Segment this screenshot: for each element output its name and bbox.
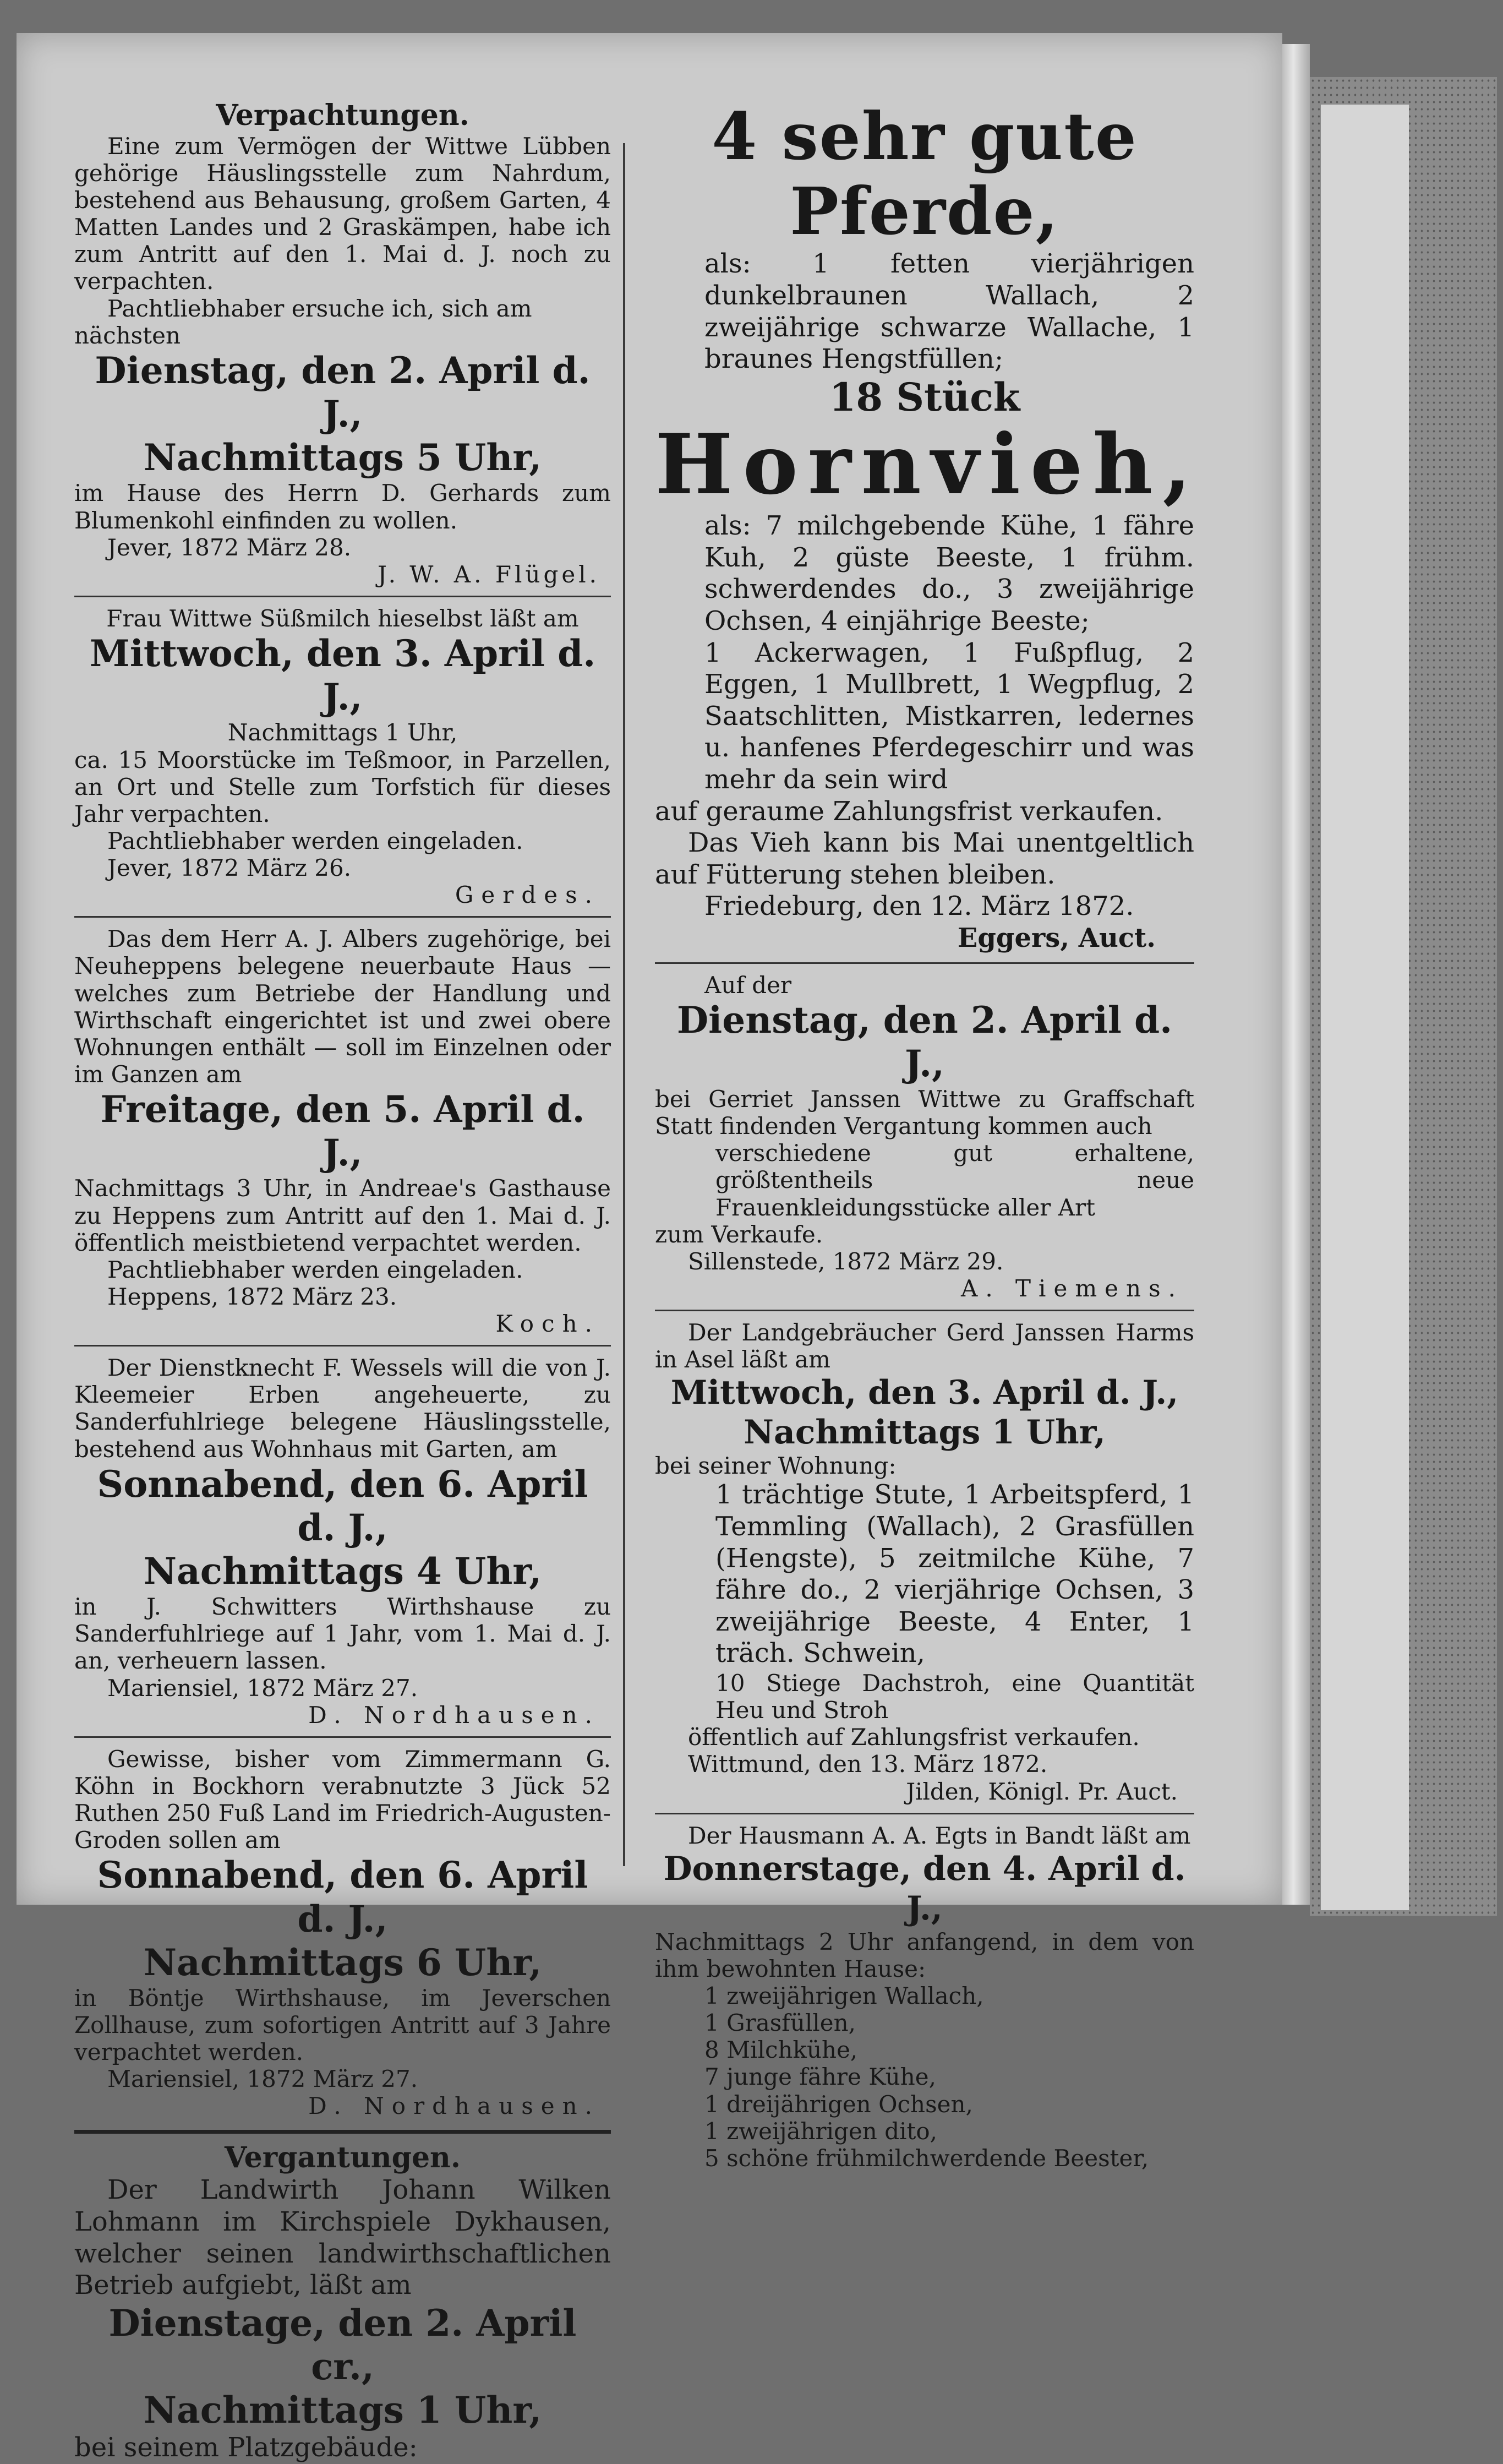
ad-text: ca. 15 Moorstücke im Teßmoor, in Parzellen, an Ort und Stelle zum Torfstich für dieses Jahr verpachten.: [74, 746, 611, 827]
column-divider: [623, 143, 625, 1866]
ad-text: Der Landgebräucher Gerd Janssen Harms in Asel läßt am: [655, 1319, 1194, 1373]
list-item: 8 Milchkühe,: [704, 2036, 858, 2064]
ad-separator: [74, 1736, 611, 1738]
ad-separator: [655, 1310, 1194, 1311]
ad-date: Donnerstage, den 4. April d. J.,: [663, 1849, 1186, 1928]
list-item: 1 zweijährigen Wallach,: [704, 1982, 984, 2009]
page-edge: [1282, 44, 1310, 1905]
ad-text: Nachmittags 3 Uhr, in Andreae's Gasthause zu Heppens zum Antritt auf den 1. Mai d. J. öffentlich meistbietend verpachtet werden.: [74, 1175, 611, 1256]
ad-count: 18 Stück: [829, 374, 1020, 420]
section-separator: [74, 2130, 611, 2134]
ad-time: Nachmittags 1 Uhr,: [143, 2389, 542, 2432]
section-heading-verpachtungen: Verpachtungen.: [216, 99, 469, 132]
ad-terms: öffentlich auf Zahlungsfrist verkaufen.: [688, 1724, 1140, 1751]
ad-text: Nachmittags 2 Uhr anfangend, in dem von ihm bewohnten Hause:: [655, 1928, 1194, 1982]
ad-items: 10 Stiege Dachstroh, eine Quantität Heu und Stroh: [715, 1670, 1194, 1724]
ad-text-cattle: als: 7 milchgebende Kühe, 1 fähre Kuh, 2 güste Beeste, 1 frühm. schwerdendes do., 3 zweijährige Ochsen, 4 einjährige Beeste;: [704, 510, 1194, 637]
ad-verheuerung-wessels: [74, 1354, 611, 1729]
ad-text: bei Gerriet Janssen Wittwe zu Graffschaft Statt findenden Vergantung kommen auch: [655, 1086, 1194, 1140]
ad-place-date: Jever, 1872 März 28.: [107, 533, 352, 561]
ad-headline-hornvieh: Hornvieh,: [655, 416, 1201, 514]
ad-place-date: Friedeburg, den 12. März 1872.: [704, 891, 1134, 922]
ad-verkauf-egts: [655, 1822, 1194, 2172]
ad-time: Nachmittags 1 Uhr,: [227, 719, 458, 746]
section-heading-vergantungen: Vergantungen.: [225, 2140, 461, 2174]
ad-separator: [74, 596, 611, 597]
ad-text: in J. Schwitters Wirthshause zu Sanderfuhlriege auf 1 Jahr, vom 1. Mai d. J. an, verheuern lassen.: [74, 1593, 611, 1675]
ad-text: verschiedene gut erhaltene, größtentheils neue Frauenkleidungsstücke aller Art: [715, 1140, 1194, 1221]
ad-text: Der Dienstknecht F. Wessels will die von J. Kleemeier Erben angeheuerte, zu Sanderfuhlriege belegene Häuslingsstelle, bestehend aus Wohnhaus mit Garten, am: [74, 1354, 611, 1463]
ad-verpachtung-fluegel: [74, 99, 611, 588]
ad-vergantung-tiemens: [655, 972, 1194, 1302]
ad-text: Gewisse, bisher vom Zimmermann G. Köhn in Bockhorn verabnutzte 3 Jück 52 Ruthen 250 Fuß Land im Friedrich-Augusten-Groden sollen am: [74, 1745, 611, 1854]
ad-signature: J. W. A. Flügel.: [378, 560, 600, 588]
list-item: 1 dreijährigen Ochsen,: [704, 2090, 973, 2118]
ad-separator: [655, 1813, 1194, 1814]
ad-separator: [655, 962, 1194, 964]
ad-date: Dienstag, den 2. April d. J.,: [95, 348, 591, 436]
ad-note: Das Vieh kann bis Mai unentgeltlich auf Fütterung stehen bleiben.: [655, 827, 1194, 890]
ad-signature: Jilden, Königl. Pr. Auct.: [906, 1778, 1178, 1805]
list-item: 1 zweijährigen dito,: [704, 2117, 938, 2145]
list-item: 1 Grasfüllen,: [704, 2009, 856, 2037]
ad-place-date: Sillenstede, 1872 März 29.: [688, 1247, 1004, 1275]
ad-verpachtung-koehn: [74, 1746, 611, 2120]
ad-signature: Eggers, Auct.: [957, 922, 1156, 953]
ad-time: Nachmittags 5 Uhr,: [143, 436, 542, 479]
ad-place-date: Jever, 1872 März 26.: [107, 854, 352, 882]
ad-place-date: Mariensiel, 1872 März 27.: [107, 1674, 418, 1702]
ad-verkauf-harms: [655, 1319, 1194, 1805]
ad-text: in Böntje Wirthshause, im Jeverschen Zollhause, zum sofortigen Antritt auf 3 Jahre verpachtet werden.: [74, 1984, 611, 2066]
ad-time: Nachmittags 6 Uhr,: [143, 1940, 542, 1984]
ad-intro: Auf der: [704, 971, 792, 999]
ad-vergantung-lohmann: [74, 2141, 611, 2464]
ad-signature: A. Tiemens.: [961, 1274, 1183, 1302]
book-cover-strip: [1321, 105, 1409, 1910]
ad-text: im Hause des Herrn D. Gerhards zum Blumenkohl einfinden zu wollen.: [74, 479, 611, 534]
ad-separator: [74, 916, 611, 918]
ad-text-horses: als: 1 fetten vierjährigen dunkelbraunen Wallach, 2 zweijährige schwarze Wallache, 1 braunes Hengstfüllen;: [704, 248, 1194, 375]
ad-date: Sonnabend, den 6. April d. J.,: [97, 1462, 588, 1549]
list-item: 5 schöne frühmilchwerdende Beester,: [704, 2144, 1149, 2172]
ad-date: Dienstag, den 2. April d. J.,: [676, 998, 1173, 1085]
ad-text: Pachtliebhaber werden eingeladen.: [107, 827, 523, 854]
ad-intro: Frau Wittwe Süßmilch hieselbst läßt am: [106, 604, 579, 632]
ad-text-tools: 1 Ackerwagen, 1 Fußpflug, 2 Eggen, 1 Mullbrett, 1 Wegpflug, 2 Saatschlitten, Mistkarren, ledernes u. hanfenes Pferdegeschirr und was mehr da sein wird: [704, 637, 1194, 795]
ad-place-date: Mariensiel, 1872 März 27.: [107, 2065, 418, 2093]
ad-text: Eine zum Vermögen der Wittwe Lübben gehörige Häuslingsstelle zum Nahrdum, bestehend aus Behausung, großem Garten, 4 Matten Landes und 2 Graskämpen, habe ich zum Antritt auf den 1. Mai d. J. noch zu verpachten.: [74, 132, 611, 295]
left-column: [74, 99, 611, 2464]
ad-text: Pachtliebhaber ersuche ich, sich am nächsten: [74, 295, 532, 349]
ad-signature: Gerdes.: [455, 881, 600, 909]
list-item: 7 junge fähre Kühe,: [704, 2063, 936, 2091]
ad-date: Dienstage, den 2. April cr.,: [108, 2301, 577, 2388]
ad-separator: [74, 1345, 611, 1347]
ad-items: 1 trächtige Stute, 1 Arbeitspferd, 1 Temmling (Wallach), 2 Grasfüllen (Hengste), 5 zeitmilche Kühe, 7 fähre do., 2 vierjährige Ochsen, 3 zweijährige Beeste, 4 Enter, 1 träch. Schwein,: [715, 1479, 1194, 1669]
ad-signature: Koch.: [495, 1310, 600, 1338]
ad-time: Nachmittags 4 Uhr,: [143, 1550, 542, 1593]
ad-text: bei seiner Wohnung:: [655, 1452, 897, 1480]
ad-text: Der Hausmann A. A. Egts in Bandt läßt am: [688, 1822, 1191, 1849]
ad-text: Pachtliebhaber werden eingeladen.: [107, 1256, 523, 1283]
right-column: [655, 98, 1201, 2172]
ad-headline-pferde: 4 sehr gute Pferde,: [712, 98, 1138, 249]
ad-text: Das dem Herr A. J. Albers zugehörige, bei Neuheppens belegene neuerbaute Haus — welches zum Betriebe der Handlung und Wirthschaft eingerichtet ist und zwei obere Wohnungen enthält — soll im Einzelnen oder im Ganzen am: [74, 925, 611, 1088]
ad-text: Der Landwirth Johann Wilken Lohmann im Kirchspiele Dykhausen, welcher seinen landwirthschaftlichen Betrieb aufgiebt, läßt am: [74, 2174, 611, 2301]
ad-place-date: Heppens, 1872 März 23.: [107, 1283, 397, 1310]
ad-time: Nachmittags 1 Uhr,: [744, 1413, 1106, 1452]
ad-date: Mittwoch, den 3. April d. J.,: [89, 632, 596, 719]
ad-place-date: Wittmund, den 13. März 1872.: [688, 1751, 1048, 1778]
ad-terms: auf geraume Zahlungsfrist verkaufen.: [655, 795, 1163, 827]
ad-date: Mittwoch, den 3. April d. J.,: [670, 1373, 1179, 1413]
ad-text: zum Verkaufe.: [655, 1220, 823, 1248]
ad-verpachtung-koch: [74, 925, 611, 1337]
ad-date: Sonnabend, den 6. April d. J.,: [97, 1854, 588, 1940]
ad-date: Freitage, den 5. April d. J.,: [100, 1088, 585, 1175]
ad-signature: D. Nordhausen.: [308, 2092, 600, 2120]
ad-vergantung-eggers: [655, 98, 1201, 955]
ad-verpachtung-gerdes: [74, 605, 611, 908]
ad-text: bei seinem Platzgebäude:: [74, 2432, 418, 2463]
ad-signature: D. Nordhausen.: [308, 1701, 600, 1729]
